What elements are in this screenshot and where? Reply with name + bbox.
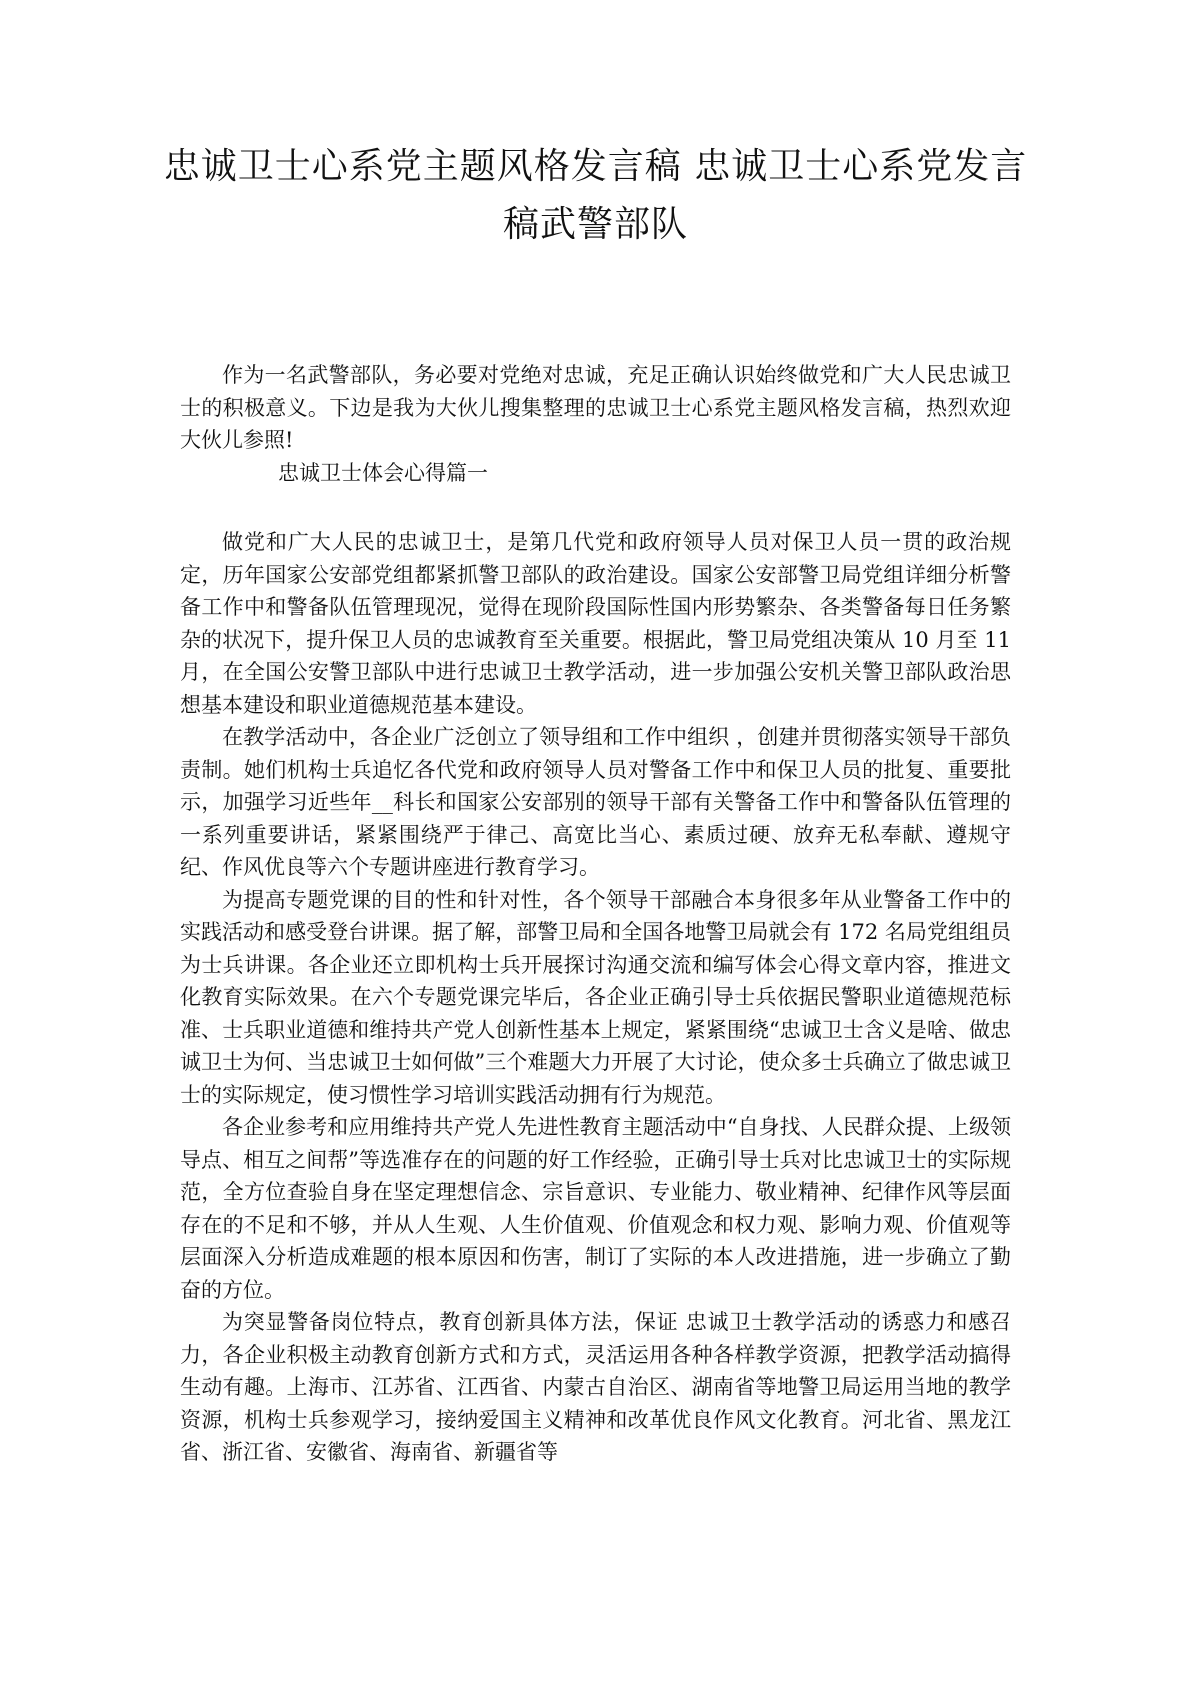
paragraph-gap bbox=[180, 489, 1011, 526]
section-heading: 忠诚卫士体会心得篇一 bbox=[278, 460, 488, 485]
body-paragraph-1: 做党和广大人民的忠诚卫士，是第几代党和政府领导人员对保卫人员一贯的政治规定，历年国家公安部党组都紧抓警卫部队的政治建设。国家公安部警卫局党组详细分析警备工作中和警备队伍管理现况，觉得在现阶段国际性国内形势繁杂、各类警备每日任务繁杂的状况下，提升保卫人员的忠诚教育至关重要。根据此，警卫局党组决策从 10 月至 11 月，在全国公安警卫部队中进行忠诚卫士教学活动，进一步加强公安机关警卫部队政治思想基本建设和职业道德规范基本建设。 bbox=[180, 530, 1011, 717]
document-body bbox=[180, 359, 1011, 1469]
body-paragraph-3: 为提高专题党课的目的性和针对性，各个领导干部融合本身很多年从业警备工作中的实践活动和感受登台讲课。据了解，部警卫局和全国各地警卫局就会有 172 名局党组组员为士兵讲课。各企业还立即机构士兵开展探讨沟通交流和编写体会心得文章内容，推进文化教育实际效果。在六个专题党课完毕后，各企业正确引导士兵依据民警职业道德规范标准、士兵职业道德和维持共产党人创新性基本上规定，紧紧围绕“忠诚卫士含义是啥、做忠诚卫士为何、当忠诚卫士如何做”三个难题大力开展了大讨论，使众多士兵确立了做忠诚卫士的实际规定，使习惯性学习培训实践活动拥有行为规范。 bbox=[180, 887, 1011, 1107]
document-title: 忠诚卫士心系党主题风格发言稿 忠诚卫士心系党发言稿武警部队 bbox=[163, 146, 1028, 245]
body-paragraph-5: 为突显警备岗位特点，教育创新具体方法，保证 忠诚卫士教学活动的诱惑力和感召力，各企业积极主动教育创新方式和方式，灵活运用各种各样教学资源，把教学活动搞得生动有趣。上海市、江苏省、江西省、内蒙古自治区、湖南省等地警卫局运用当地的教学资源，机构士兵参观学习，接纳爱国主义精神和改革优良作风文化教育。河北省、黑龙江省、浙江省、安徽省、海南省、新疆省等 bbox=[180, 1310, 1011, 1464]
intro-paragraph: 作为一名武警部队，务必要对党绝对忠诚，充足正确认识始终做党和广大人民忠诚卫士的积极意义。下边是我为大伙儿搜集整理的忠诚卫士心系党主题风格发言稿，热烈欢迎大伙儿参照! bbox=[180, 363, 1011, 452]
body-paragraph-4: 各企业参考和应用维持共产党人先进性教育主题活动中“自身找、人民群众提、上级领导点、相互之间帮”等选准存在的问题的好工作经验，正确引导士兵对比忠诚卫士的实际规范，全方位查验自身在坚定理想信念、宗旨意识、专业能力、敬业精神、纪律作风等层面存在的不足和不够，并从人生观、人生价值观、价值观念和权力观、影响力观、价值观等层面深入分析造成难题的根本原因和伤害，制订了实际的本人改进措施，进一步确立了勤奋的方位。 bbox=[180, 1115, 1011, 1302]
body-paragraph-2: 在教学活动中，各企业广泛创立了领导组和工作中组织 ，创建并贯彻落实领导干部负责制。她们机构士兵追忆各代党和政府领导人员对警备工作中和保卫人员的批复、重要批示，加强学习近些年__科长和国家公安部别的领导干部有关警备工作中和警备队伍管理的一系列重要讲话，紧紧围绕严于律己、高宽比当心、素质过硬、放弃无私奉献、遵规守纪、作风优良等六个专题讲座进行教育学习。 bbox=[180, 725, 1011, 879]
